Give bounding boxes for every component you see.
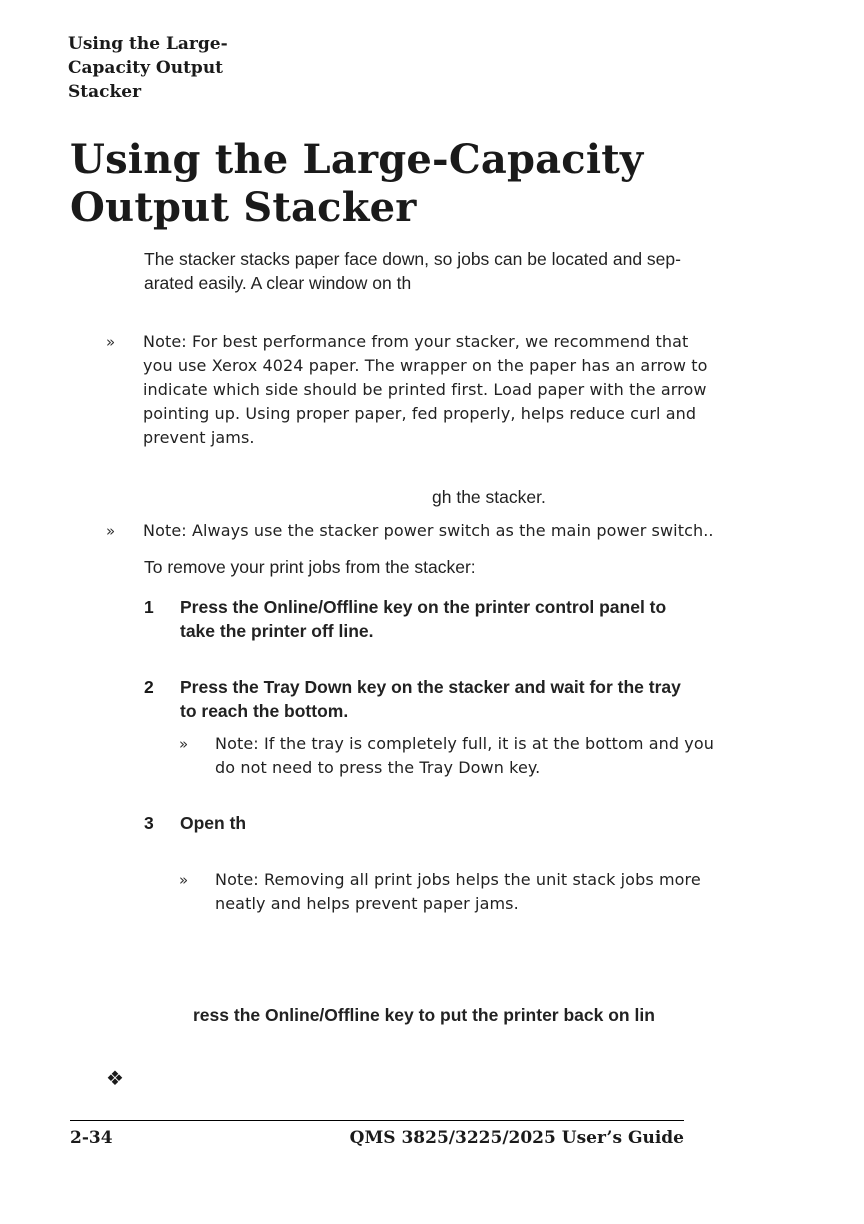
step-number: 2 — [144, 677, 154, 697]
step-number: 1 — [144, 597, 154, 617]
running-head-line: Using the Large- — [68, 34, 228, 54]
step-line: Press the Tray Down key on the stacker and wait for the tray — [180, 677, 681, 697]
note-remove-jobs — [215, 868, 795, 916]
note-line: you use Xerox 4024 paper. The wrapper on the paper has an arrow to — [143, 356, 708, 375]
note-performance — [143, 330, 783, 450]
page-title-line: Output Stacker — [70, 184, 417, 231]
step-line: take the printer off line. — [180, 621, 374, 641]
text-fragment: gh the stacker. — [432, 487, 546, 507]
step-1-text — [180, 595, 780, 643]
step-2-text — [180, 675, 780, 723]
note-tray-full — [215, 732, 795, 780]
end-of-section-icon: ❖ — [106, 1066, 124, 1090]
note-line: pointing up. Using proper paper, fed properly, helps reduce curl and — [143, 404, 697, 423]
running-head-line: Stacker — [68, 82, 142, 102]
note-line: Note: Removing all print jobs helps the unit stack jobs more — [215, 870, 701, 889]
note-line: Note: For best performance from your stacker, we recommend that — [143, 332, 689, 351]
intro-line: arated easily. A clear window on th — [144, 273, 412, 293]
intro-line: The stacker stacks paper face down, so jobs can be located and sep- — [144, 249, 681, 269]
note-line: Note: If the tray is completely full, it is at the bottom and you — [215, 734, 714, 753]
intro-paragraph — [144, 247, 784, 295]
note-marker: » — [106, 522, 116, 540]
page-number: 2-34 — [70, 1128, 113, 1148]
step-line: Press the Online/Offline key on the printer control panel to — [180, 597, 667, 617]
running-head-line: Capacity Output — [68, 58, 224, 78]
note-marker: » — [106, 333, 116, 351]
guide-title: QMS 3825/3225/2025 User’s Guide — [349, 1128, 684, 1148]
step-line: to reach the bottom. — [180, 701, 349, 721]
note-marker: » — [179, 871, 189, 889]
note-line: do not need to press the Tray Down key. — [215, 758, 541, 777]
note-line: indicate which side should be printed first. Load paper with the arrow — [143, 380, 707, 399]
footer-rule — [70, 1120, 684, 1121]
running-head — [68, 32, 268, 104]
note-line: neatly and helps prevent paper jams. — [215, 894, 519, 913]
remove-intro: To remove your print jobs from the stacker: — [144, 557, 476, 577]
step-3-text: Open th — [180, 813, 247, 833]
note-power-switch: Note: Always use the stacker power switch as the main power switch.. — [143, 521, 714, 540]
step-4-fragment: ress the Online/Offline key to put the printer back on lin — [193, 1005, 655, 1025]
note-line: prevent jams. — [143, 428, 255, 447]
page-title — [70, 136, 790, 232]
note-marker: » — [179, 735, 189, 753]
step-number: 3 — [144, 813, 154, 833]
page-title-line: Using the Large-Capacity — [70, 136, 644, 183]
